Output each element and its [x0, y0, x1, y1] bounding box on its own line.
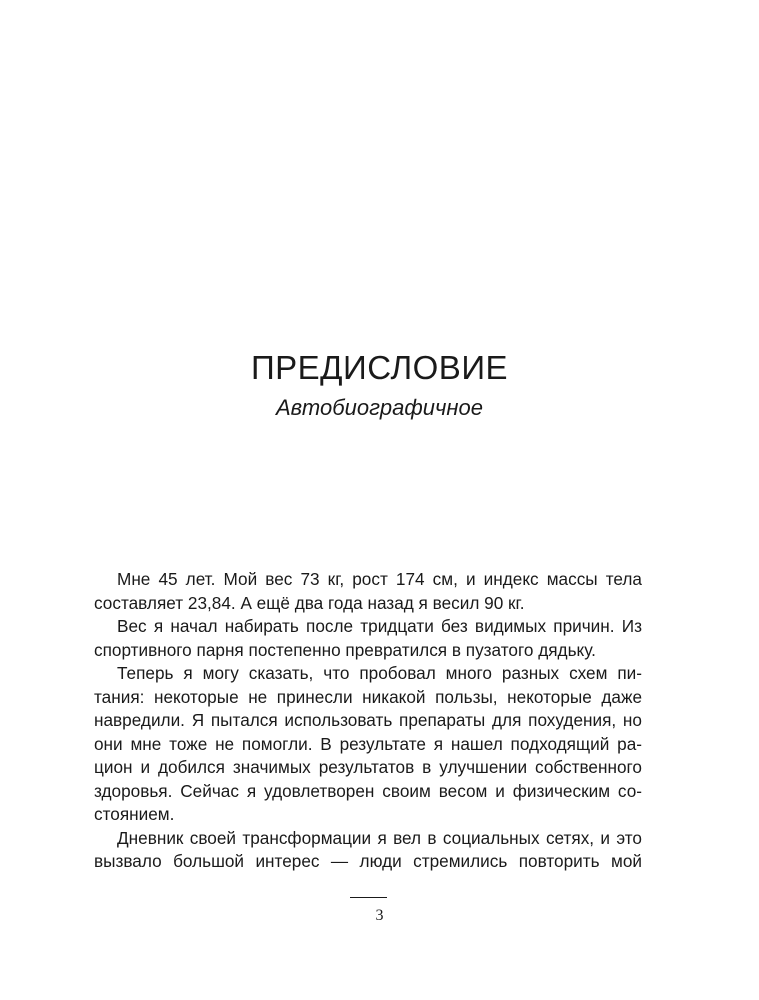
- paragraph: [94, 568, 642, 615]
- paragraph: [94, 615, 642, 662]
- chapter-subtitle: Автобиографичное: [276, 395, 483, 420]
- text-line: вызвало большой интерес — люди стремились повторить мой: [94, 851, 642, 871]
- text-line: Вес я начал набирать после тридцати без видимых причин. Из: [117, 616, 642, 636]
- paragraph: [94, 827, 642, 874]
- text-line: тания: некоторые не принесли никакой пользы, некоторые даже: [94, 686, 642, 707]
- chapter-title: ПРЕДИСЛОВИЕ: [250, 349, 509, 386]
- page-number: 3: [375, 907, 384, 924]
- text-line: стоянием.: [94, 804, 175, 824]
- text-line: Мне 45 лет. Мой вес 73 кг, рост 174 см, и индекс массы тела: [117, 569, 642, 589]
- text-line: навредили. Я пытался использовать препараты для похудения, но: [94, 710, 642, 730]
- text-line: здоровья. Сейчас я удовлетворен своим весом и физическим со-: [94, 780, 642, 801]
- text-line: составляет 23,84. А ещё два года назад я весил 90 кг.: [94, 592, 525, 613]
- body-text: [94, 568, 642, 874]
- text-line: Дневник своей трансформации я вел в социальных сетях, и это: [117, 827, 642, 848]
- text-line: спортивного парня постепенно превратился в пузатого дядьку.: [94, 639, 596, 660]
- page-number-rule: [350, 897, 387, 898]
- paragraph: [94, 662, 642, 827]
- text-line: Теперь я могу сказать, что пробовал много разных схем пи-: [117, 663, 642, 683]
- text-line: они мне тоже не помогли. В результате я нашел подходящий ра-: [94, 733, 642, 754]
- text-line: цион и добился значимых результатов в улучшении собственного: [94, 757, 642, 777]
